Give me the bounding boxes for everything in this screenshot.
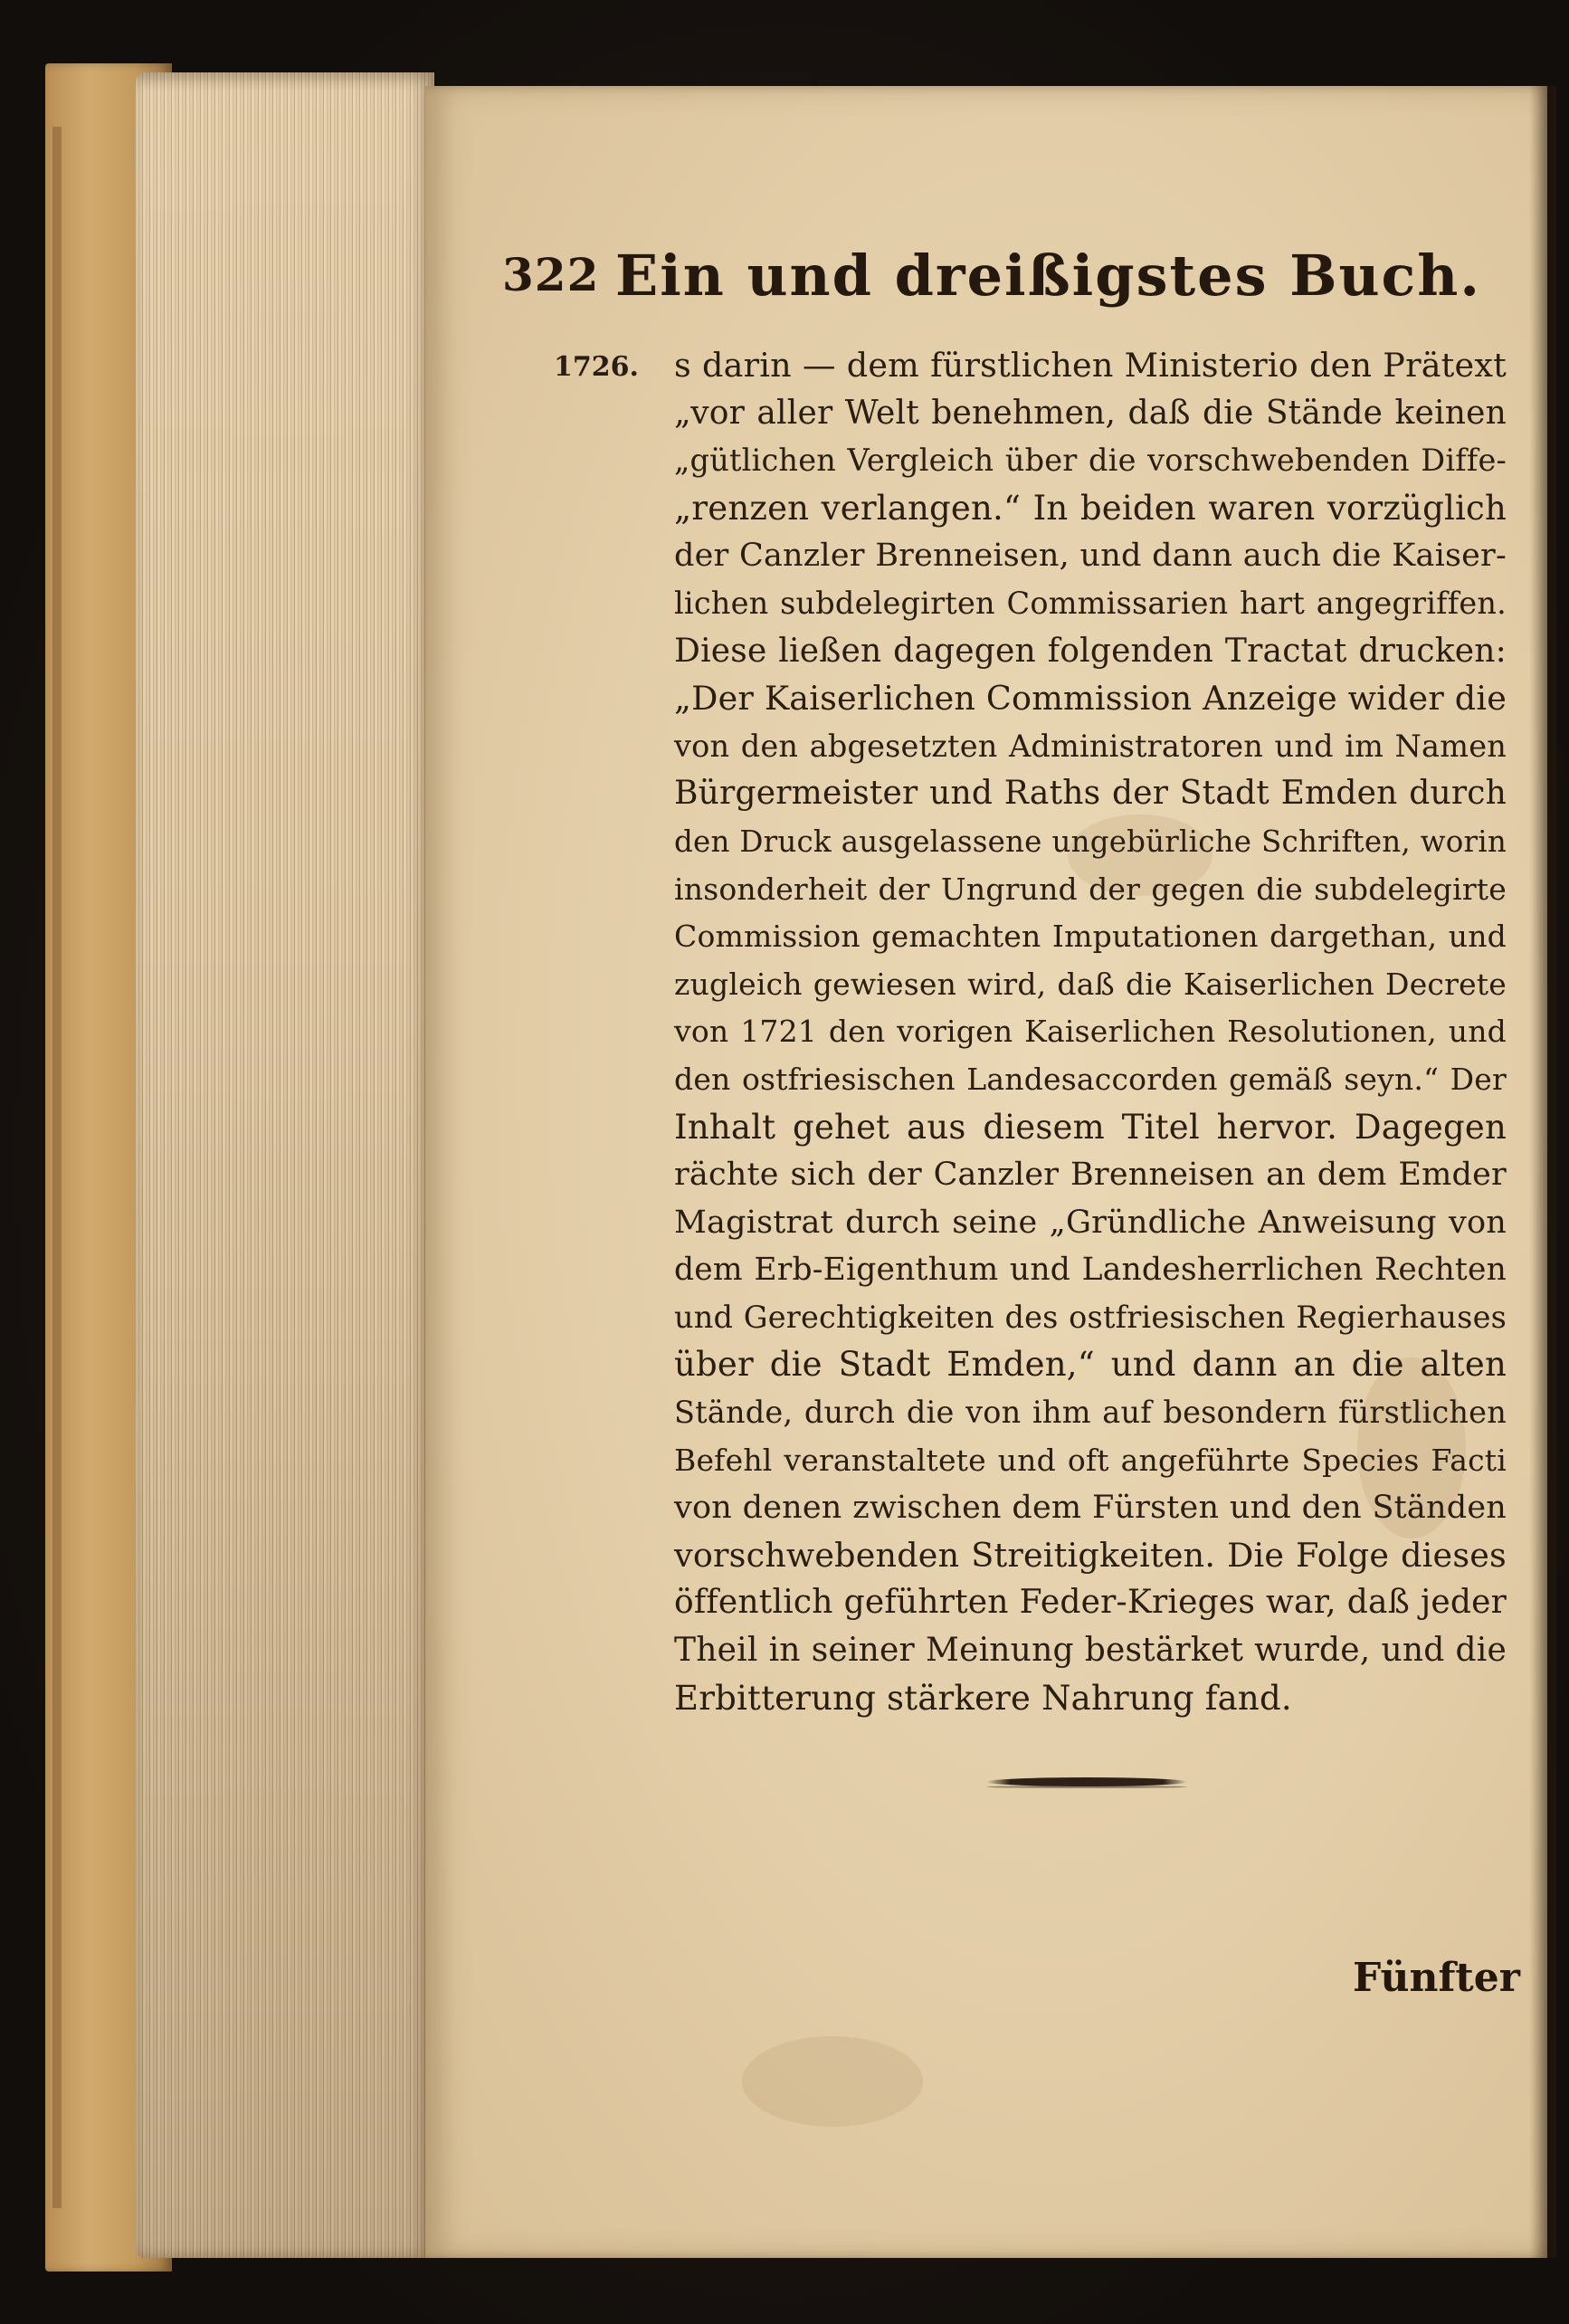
text-line: Magistrat durch seine „Gründliche Anweisung von (674, 1204, 1507, 1241)
text-line: s darin — dem fürstlichen Ministerio den Prätext (674, 346, 1507, 385)
text-line: den ostfriesischen Landesaccorden gemäß seyn.“ Der (674, 1061, 1507, 1097)
page-number: 322 (502, 248, 600, 301)
text-line: „vor aller Welt benehmen, daß die Stände keinen (674, 394, 1507, 432)
margin-year-note: 1726. (554, 351, 639, 383)
paper-stain (742, 2036, 923, 2127)
text-line: lichen subdelegirten Commissarien hart angegriffen. (674, 585, 1507, 621)
text-line: „gütlichen Vergleich über die vorschwebenden Diffe- (674, 443, 1507, 479)
text-line: Commission gemachten Imputationen dargethan, und (674, 919, 1507, 955)
text-line: Befehl veranstaltete und oft angeführte Species Facti (674, 1442, 1507, 1478)
text-line: zugleich gewiesen wird, daß die Kaiserlichen Decrete (674, 966, 1507, 1002)
page-header (502, 243, 1481, 315)
text-line: Theil in seiner Meinung bestärket wurde, und die (674, 1632, 1507, 1670)
text-line: insonderheit der Ungrund der gegen die subdelegirte (674, 871, 1507, 907)
text-line: vorschwebenden Streitigkeiten. Die Folge dieses (674, 1535, 1507, 1575)
text-line: von 1721 den vorigen Kaiserlichen Resolutionen, und (674, 1014, 1507, 1050)
text-line: von denen zwischen dem Fürsten und den Ständen (674, 1490, 1507, 1527)
cover-edge-shadow (52, 127, 62, 2208)
text-line: von den abgesetzten Administratoren und im Namen (674, 728, 1507, 764)
text-line: „Der Kaiserlichen Commission Anzeige wider die (674, 679, 1507, 719)
page-right-shadow (1529, 86, 1556, 2258)
ornamental-rule-underline (986, 1786, 1187, 1788)
body-text (674, 342, 1507, 1722)
page-edges-shading (136, 72, 434, 2258)
text-line: Erbitterung stärkere Nahrung fand. (674, 1678, 1292, 1718)
text-line: der Canzler Brenneisen, und dann auch die Kaiser- (674, 538, 1507, 575)
text-line: „renzen verlangen.“ In beiden waren vorzüglich (674, 488, 1507, 528)
catchword: Fünfter (1353, 1955, 1520, 2001)
text-line: Bürgermeister und Raths der Stadt Emden durch (674, 775, 1507, 813)
text-line: rächte sich der Canzler Brenneisen an dem Emder (674, 1157, 1507, 1194)
running-title: Ein und dreißigstes Buch. (615, 243, 1481, 309)
text-line: über die Stadt Emden,“ und dann an die alten (674, 1345, 1507, 1385)
text-line: Diese ließen dagegen folgenden Tractat drucken: (674, 632, 1507, 670)
text-line: öffentlich geführten Feder-Krieges war, daß jeder (674, 1584, 1507, 1622)
text-line: den Druck ausgelassene ungebürliche Schriften, worin (674, 824, 1507, 859)
text-line: Stände, durch die von ihm auf besondern fürstlichen (674, 1395, 1507, 1431)
text-line: und Gerechtigkeiten des ostfriesischen Regierhauses (674, 1299, 1507, 1335)
text-line: dem Erb-Eigenthum und Landesherrlichen Rechten (674, 1252, 1507, 1289)
text-line: Inhalt gehet aus diesem Titel hervor. Dagegen (674, 1107, 1507, 1147)
